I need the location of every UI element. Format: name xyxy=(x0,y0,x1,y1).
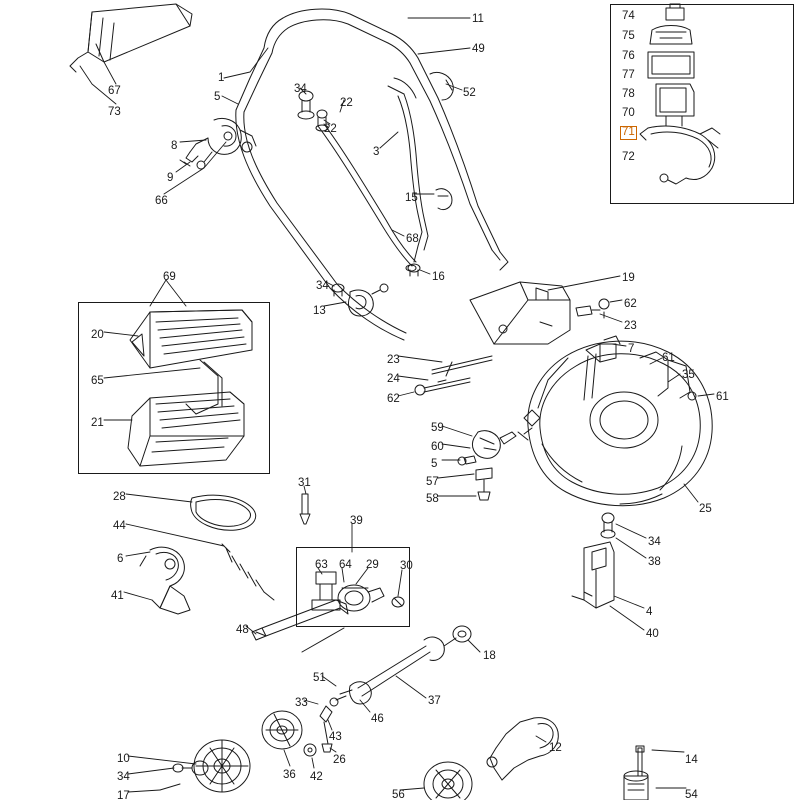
callout-78[interactable]: 78 xyxy=(622,88,635,100)
callout-25[interactable]: 25 xyxy=(699,503,712,515)
callout-62-a[interactable]: 62 xyxy=(624,298,637,310)
part-washer-16 xyxy=(408,264,420,276)
callout-7[interactable]: 7 xyxy=(628,343,635,355)
inset-box-drive xyxy=(296,547,410,627)
callout-19[interactable]: 19 xyxy=(622,272,635,284)
callout-30[interactable]: 30 xyxy=(400,560,413,572)
callout-68[interactable]: 68 xyxy=(406,233,419,245)
part-small-fasteners xyxy=(458,431,516,500)
callout-22-a[interactable]: 22 xyxy=(340,97,353,109)
callout-34-b[interactable]: 34 xyxy=(316,280,329,292)
callout-26[interactable]: 26 xyxy=(333,754,346,766)
callout-28[interactable]: 28 xyxy=(113,491,126,503)
part-bolt-14 xyxy=(636,746,644,776)
callout-59[interactable]: 59 xyxy=(431,422,444,434)
callout-34-d[interactable]: 34 xyxy=(117,771,130,783)
part-belt xyxy=(191,495,256,530)
callout-5-a[interactable]: 5 xyxy=(214,91,221,103)
callout-20[interactable]: 20 xyxy=(91,329,104,341)
part-cylinder-54 xyxy=(624,771,648,800)
part-pulley-36 xyxy=(262,711,302,749)
callout-56[interactable]: 56 xyxy=(392,789,405,800)
callout-75[interactable]: 75 xyxy=(622,30,635,42)
callout-10[interactable]: 10 xyxy=(117,753,130,765)
part-handle-12 xyxy=(487,718,558,780)
callout-48[interactable]: 48 xyxy=(236,624,249,636)
callout-41[interactable]: 41 xyxy=(111,590,124,602)
callout-66[interactable]: 66 xyxy=(155,195,168,207)
callout-21[interactable]: 21 xyxy=(91,417,104,429)
callout-67[interactable]: 67 xyxy=(108,85,121,97)
callout-76[interactable]: 76 xyxy=(622,50,635,62)
callout-61-a[interactable]: 61 xyxy=(662,352,675,364)
part-cap-13 xyxy=(348,284,388,316)
callout-69[interactable]: 69 xyxy=(163,271,176,283)
callout-58[interactable]: 58 xyxy=(426,493,439,505)
callout-64[interactable]: 64 xyxy=(339,559,352,571)
callout-33[interactable]: 33 xyxy=(295,697,308,709)
part-flap-pins xyxy=(576,299,609,318)
part-spring xyxy=(222,544,274,600)
part-lever-assembly xyxy=(180,118,256,169)
part-handle-grip xyxy=(70,4,192,72)
callout-51[interactable]: 51 xyxy=(313,672,326,684)
callout-43[interactable]: 43 xyxy=(329,731,342,743)
callout-54[interactable]: 54 xyxy=(685,789,698,800)
callout-6[interactable]: 6 xyxy=(117,553,124,565)
callout-38[interactable]: 38 xyxy=(648,556,661,568)
part-washer-34b xyxy=(332,284,344,296)
part-pin-48 xyxy=(256,632,266,636)
inset-box-electrical xyxy=(610,4,794,204)
callout-17[interactable]: 17 xyxy=(117,790,130,800)
part-deck-brackets xyxy=(604,336,696,400)
callout-61-b[interactable]: 61 xyxy=(716,391,729,403)
callout-3[interactable]: 3 xyxy=(373,146,380,158)
callout-8[interactable]: 8 xyxy=(171,140,178,152)
callout-65[interactable]: 65 xyxy=(91,375,104,387)
callout-62-b[interactable]: 62 xyxy=(387,393,400,405)
callout-1[interactable]: 1 xyxy=(218,72,225,84)
callout-23-b[interactable]: 23 xyxy=(387,354,400,366)
part-washer-34-38 xyxy=(601,513,615,538)
callout-15[interactable]: 15 xyxy=(405,192,418,204)
callout-11[interactable]: 11 xyxy=(472,13,484,25)
callout-39[interactable]: 39 xyxy=(350,515,363,527)
callout-63[interactable]: 63 xyxy=(315,559,328,571)
callout-9[interactable]: 9 xyxy=(167,172,174,184)
part-upper-handlebar xyxy=(236,9,438,112)
callout-22-b[interactable]: 22 xyxy=(324,123,337,135)
callout-70[interactable]: 70 xyxy=(622,107,635,119)
callout-72[interactable]: 72 xyxy=(622,151,635,163)
callout-35[interactable]: 35 xyxy=(682,369,695,381)
callout-14[interactable]: 14 xyxy=(685,754,698,766)
callout-71[interactable]: 71 xyxy=(622,126,635,138)
part-cable-68 xyxy=(318,124,416,266)
part-washer-42 xyxy=(304,744,316,756)
part-side-bracket xyxy=(572,542,614,608)
callout-73[interactable]: 73 xyxy=(108,106,121,118)
callout-60[interactable]: 60 xyxy=(431,441,444,453)
callout-12[interactable]: 12 xyxy=(549,742,562,754)
part-mower-deck xyxy=(518,341,712,506)
callout-31[interactable]: 31 xyxy=(298,477,311,489)
callout-23-a[interactable]: 23 xyxy=(624,320,637,332)
callout-16[interactable]: 16 xyxy=(432,271,445,283)
callout-29[interactable]: 29 xyxy=(366,559,379,571)
part-axle-assembly xyxy=(320,626,471,752)
callout-42[interactable]: 42 xyxy=(310,771,323,783)
part-rear-flap xyxy=(470,282,570,344)
part-lower-handlebar xyxy=(236,98,508,340)
part-wheel-front xyxy=(160,740,250,792)
callout-46[interactable]: 46 xyxy=(371,713,384,725)
part-pin-31 xyxy=(300,494,310,524)
part-wheel-rear-56 xyxy=(424,762,472,800)
callout-13[interactable]: 13 xyxy=(313,305,326,317)
callout-36[interactable]: 36 xyxy=(283,769,296,781)
callout-34-c[interactable]: 34 xyxy=(648,536,661,548)
callout-40[interactable]: 40 xyxy=(646,628,659,640)
callout-24[interactable]: 24 xyxy=(387,373,400,385)
callout-52[interactable]: 52 xyxy=(463,87,476,99)
callout-37[interactable]: 37 xyxy=(428,695,441,707)
part-control-cable xyxy=(388,72,453,271)
callout-49[interactable]: 49 xyxy=(472,43,485,55)
callout-44[interactable]: 44 xyxy=(113,520,126,532)
callout-18[interactable]: 18 xyxy=(483,650,496,662)
callout-74[interactable]: 74 xyxy=(622,10,635,22)
callout-77[interactable]: 77 xyxy=(622,69,635,81)
callout-4[interactable]: 4 xyxy=(646,606,653,618)
part-rod-assembly xyxy=(415,356,492,395)
callout-5-b[interactable]: 5 xyxy=(431,458,438,470)
inset-box-grassbag xyxy=(78,302,270,474)
callout-57[interactable]: 57 xyxy=(426,476,439,488)
part-lever-6-41 xyxy=(140,547,190,614)
callout-34-a[interactable]: 34 xyxy=(294,83,307,95)
